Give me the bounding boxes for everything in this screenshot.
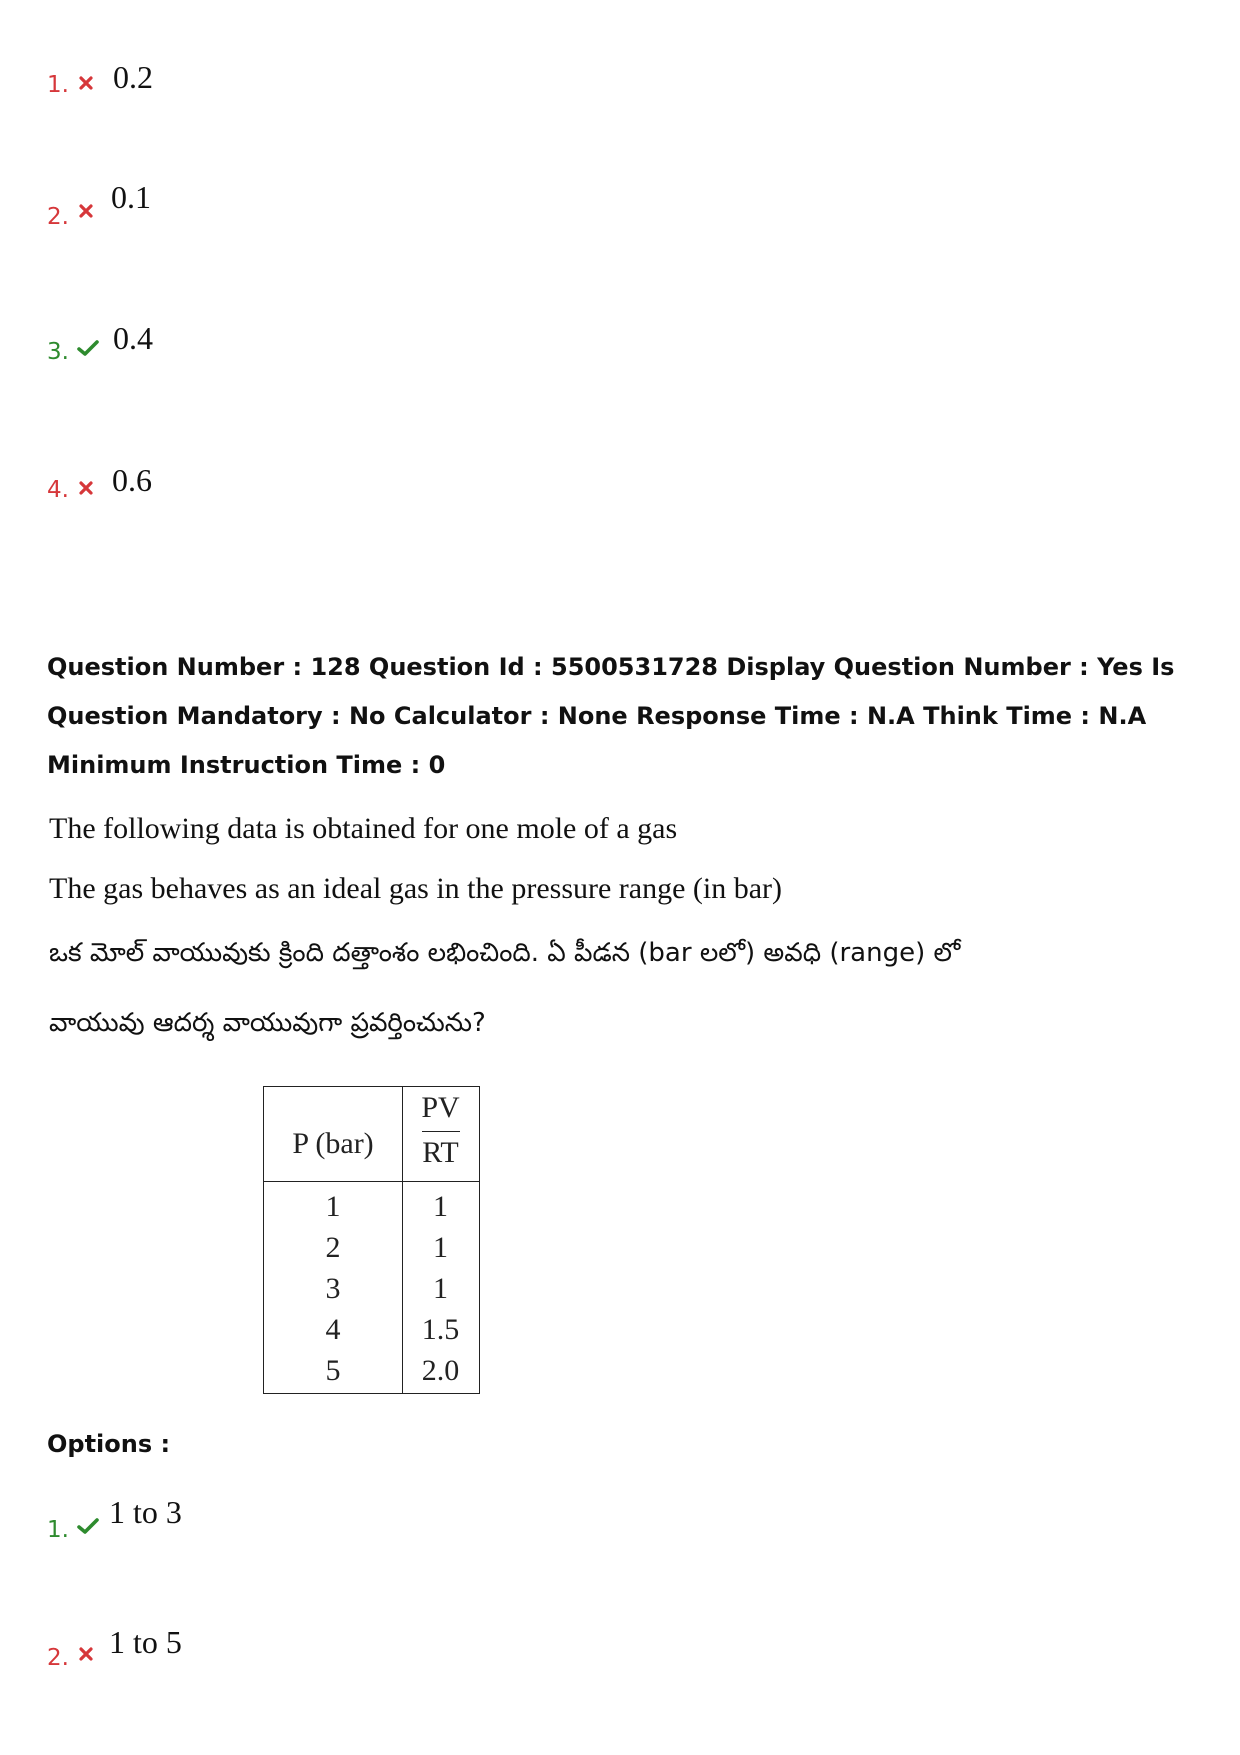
fraction-bar: [422, 1131, 460, 1132]
option-value: 0.6: [112, 462, 152, 498]
option-number: 3.: [47, 339, 69, 365]
table-cell-ratio: 1: [433, 1190, 448, 1223]
previous-option-4: [47, 463, 247, 503]
option-number: 2.: [47, 1645, 69, 1671]
question-text-line-1: The following data is obtained for one mole of a gas: [49, 812, 678, 845]
option-1: [47, 1494, 307, 1543]
cross-icon: [79, 203, 93, 222]
question-text-telugu-line-1: ఒక మోల్ వాయువుకు క్రింది దత్తాంశం లభించింది. ఏ పీడన (bar లలో) అవధి (range) లో: [49, 938, 961, 968]
pressure-data-table: [263, 1086, 480, 1394]
question-text-telugu-line-2: వాయువు ఆదర్శ వాయువుగా ప్రవర్తించును?: [49, 1008, 486, 1038]
table-header-compressibility: [402, 1091, 479, 1170]
option-value: 1 to 5: [109, 1624, 182, 1660]
option-value: 0.4: [113, 320, 153, 356]
check-icon: [77, 340, 99, 360]
question-text-line-2: The gas behaves as an ideal gas in the pressure range (in bar): [49, 872, 783, 905]
cross-icon: [79, 480, 93, 499]
table-divider-horizontal: [264, 1181, 479, 1182]
table-cell-ratio: 1: [433, 1272, 448, 1305]
fraction-denominator: RT: [422, 1136, 459, 1169]
cross-icon: [79, 1646, 93, 1665]
option-value: 0.2: [113, 59, 153, 95]
option-number: 1.: [47, 72, 69, 98]
option-value: 1 to 3: [109, 1494, 182, 1530]
option-number: 1.: [47, 1517, 69, 1543]
option-number: 4.: [47, 477, 69, 503]
table-cell-ratio: 1: [433, 1231, 448, 1264]
previous-option-3: [47, 320, 247, 365]
option-2: [47, 1624, 307, 1671]
option-number: 2.: [47, 204, 69, 230]
table-cell-pressure: 2: [325, 1231, 341, 1264]
previous-option-1: [47, 58, 247, 98]
table-cell-ratio: 2.0: [421, 1354, 460, 1387]
options-label: Options :: [47, 1430, 171, 1458]
previous-option-2: [47, 179, 247, 230]
fraction-numerator: PV: [421, 1091, 460, 1124]
table-cell-pressure: 3: [325, 1272, 341, 1305]
question-metadata: Question Number : 128 Question Id : 5500531728 Display Question Number : Yes Is Question Mandatory : No Calculator : None Response Time : N.A Think Time : N.A Minimum Instruction Time : 0: [47, 653, 1175, 779]
option-value: 0.1: [111, 179, 151, 215]
check-icon: [77, 1518, 99, 1538]
table-header-pressure: P (bar): [292, 1127, 374, 1160]
table-cell-pressure: 4: [325, 1313, 341, 1346]
table-cell-pressure: 1: [325, 1190, 341, 1223]
table-cell-ratio: 1.5: [421, 1313, 460, 1346]
cross-icon: [79, 75, 93, 94]
table-cell-pressure: 5: [325, 1354, 341, 1387]
